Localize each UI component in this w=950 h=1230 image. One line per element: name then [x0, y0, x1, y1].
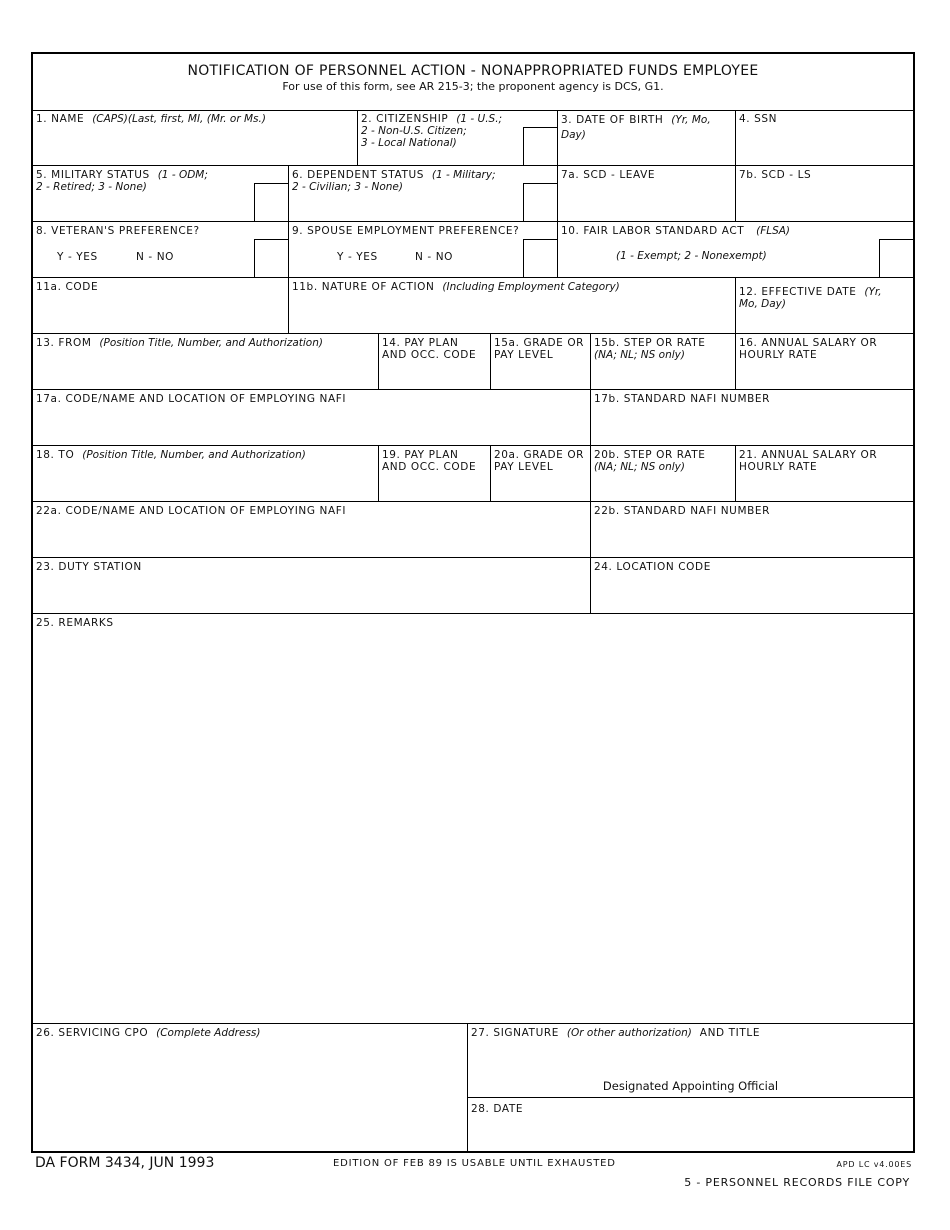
nature-of-action-field[interactable]: 11b. NATURE OF ACTION (Including Employment Category): [289, 278, 736, 334]
military-status-field[interactable]: 5. MILITARY STATUS (1 - ODM; 2 - Retired; 3 - None): [33, 166, 289, 222]
code-field[interactable]: 11a. CODE: [33, 278, 289, 334]
veteran-yes-option: Y - YES: [57, 251, 98, 263]
flsa-field[interactable]: 10. FAIR LABOR STANDARD ACT (FLSA) (1 - Exempt; 2 - Nonexempt): [558, 222, 913, 278]
version-label: APD LC v4.00ES: [836, 1160, 912, 1169]
citizenship-code-box[interactable]: [523, 127, 557, 165]
name-field[interactable]: 1. NAME (CAPS)(Last, first, MI, (Mr. or Ms.): [33, 110, 358, 166]
to-nafi-location-field[interactable]: 22a. CODE/NAME AND LOCATION OF EMPLOYING NAFI: [33, 502, 591, 558]
from-step-field[interactable]: 15b. STEP OR RATE (NA; NL; NS only): [591, 334, 736, 390]
form-number: DA FORM 3434, JUN 1993: [35, 1155, 215, 1171]
date-field[interactable]: 28. DATE: [471, 1103, 524, 1115]
dependent-status-code-box[interactable]: [523, 183, 557, 221]
to-salary-field[interactable]: 21. ANNUAL SALARY OR HOURLY RATE: [736, 446, 913, 502]
scd-ls-field[interactable]: 7b. SCD - LS: [736, 166, 913, 222]
from-pay-plan-field[interactable]: 14. PAY PLAN AND OCC. CODE: [379, 334, 491, 390]
military-status-code-box[interactable]: [254, 183, 288, 221]
to-nafi-number-field[interactable]: 22b. STANDARD NAFI NUMBER: [591, 502, 913, 558]
from-salary-field[interactable]: 16. ANNUAL SALARY OR HOURLY RATE: [736, 334, 913, 390]
form-title: NOTIFICATION OF PERSONNEL ACTION - NONAPPROPRIATED FUNDS EMPLOYEE: [187, 63, 759, 79]
scd-leave-field[interactable]: 7a. SCD - LEAVE: [558, 166, 736, 222]
to-step-field[interactable]: 20b. STEP OR RATE (NA; NL; NS only): [591, 446, 736, 502]
spouse-yes-option: Y - YES: [337, 251, 378, 263]
form-header: [33, 54, 913, 111]
flsa-options: (1 - Exempt; 2 - Nonexempt): [616, 250, 767, 262]
personnel-action-form: [31, 52, 915, 1153]
flsa-code-box[interactable]: [879, 239, 913, 277]
dependent-status-field[interactable]: 6. DEPENDENT STATUS (1 - Military; 2 - Civilian; 3 - None): [289, 166, 558, 222]
copy-designation: 5 - PERSONNEL RECORDS FILE COPY: [684, 1176, 910, 1189]
from-nafi-location-field[interactable]: 17a. CODE/NAME AND LOCATION OF EMPLOYING NAFI: [33, 390, 591, 446]
date-of-birth-field[interactable]: 3. DATE OF BIRTH (Yr, Mo, Day): [558, 110, 736, 166]
form-subtitle: For use of this form, see AR 215-3; the proponent agency is DCS, G1.: [282, 80, 664, 93]
edition-note: EDITION OF FEB 89 IS USABLE UNTIL EXHAUSTED: [333, 1158, 616, 1169]
from-position-field[interactable]: 13. FROM (Position Title, Number, and Authorization): [33, 334, 379, 390]
location-code-field[interactable]: 24. LOCATION CODE: [591, 558, 913, 614]
spouse-preference-box[interactable]: [523, 239, 557, 277]
to-position-field[interactable]: 18. TO (Position Title, Number, and Authorization): [33, 446, 379, 502]
veterans-preference-field[interactable]: 8. VETERAN'S PREFERENCE? Y - YES N - NO: [33, 222, 289, 278]
to-pay-plan-field[interactable]: 19. PAY PLAN AND OCC. CODE: [379, 446, 491, 502]
veterans-preference-box[interactable]: [254, 239, 288, 277]
servicing-cpo-field[interactable]: 26. SERVICING CPO (Complete Address): [33, 1024, 468, 1151]
designated-official-caption: Designated Appointing Official: [602, 1079, 779, 1093]
signature-field[interactable]: 27. SIGNATURE (Or other authorization) AND TITLE Designated Appointing Official: [468, 1024, 913, 1098]
veteran-no-option: N - NO: [136, 251, 175, 263]
to-grade-field[interactable]: 20a. GRADE OR PAY LEVEL: [491, 446, 591, 502]
ssn-field[interactable]: 4. SSN: [736, 110, 913, 166]
citizenship-field[interactable]: 2. CITIZENSHIP (1 - U.S.; 2 - Non-U.S. Citizen; 3 - Local National): [358, 110, 558, 166]
from-nafi-number-field[interactable]: 17b. STANDARD NAFI NUMBER: [591, 390, 913, 446]
spouse-preference-field[interactable]: 9. SPOUSE EMPLOYMENT PREFERENCE? Y - YES N - NO: [289, 222, 558, 278]
duty-station-field[interactable]: 23. DUTY STATION: [33, 558, 591, 614]
remarks-field[interactable]: 25. REMARKS: [33, 614, 913, 1024]
spouse-no-option: N - NO: [415, 251, 454, 263]
effective-date-field[interactable]: 12. EFFECTIVE DATE (Yr, Mo, Day): [736, 278, 913, 334]
from-grade-field[interactable]: 15a. GRADE OR PAY LEVEL: [491, 334, 591, 390]
